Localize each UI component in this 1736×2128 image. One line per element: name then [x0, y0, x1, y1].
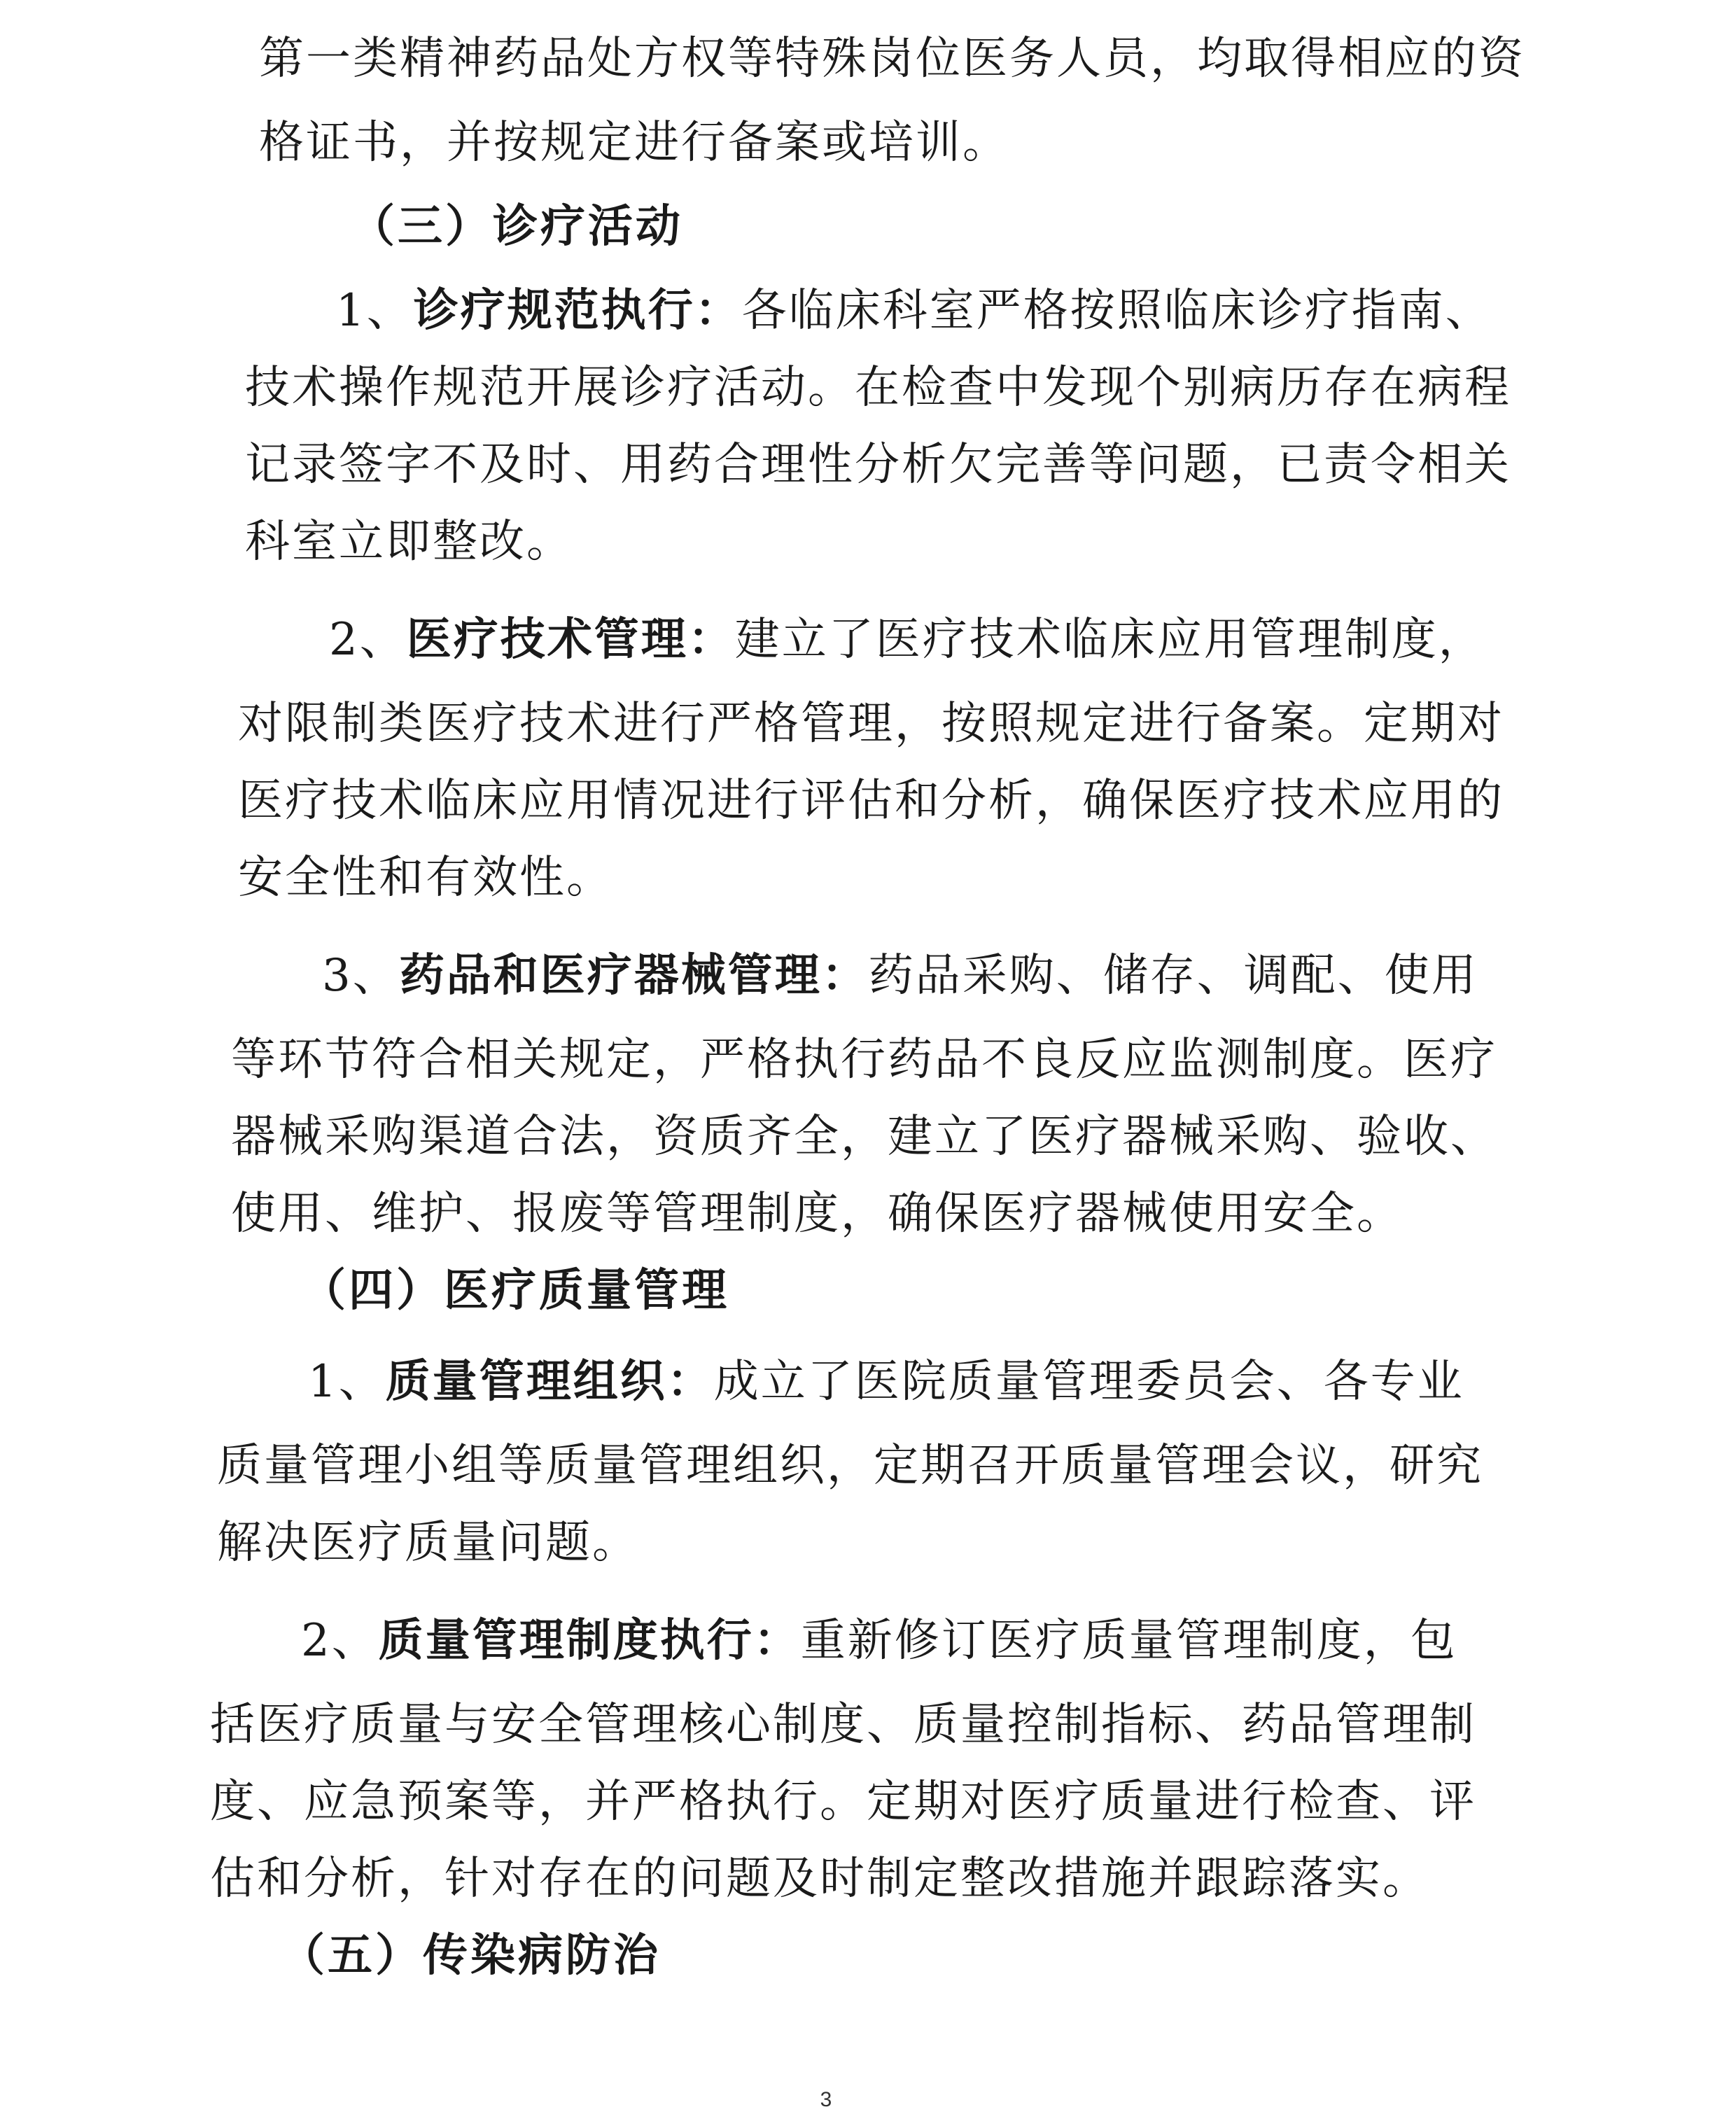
item-text: 建立了医疗技术临床应用管理制度， — [734, 614, 1485, 666]
body-line: 安全性和有效性。 — [238, 852, 613, 904]
item-text: 药品采购、储存、调配、使用 — [868, 950, 1478, 1002]
paragraph-first-line — [329, 612, 1485, 668]
body-line: 解决医疗质量问题。 — [217, 1517, 639, 1569]
item-title: 诊疗规范执行： — [413, 284, 742, 337]
item-number: 2、 — [301, 1615, 379, 1667]
section-heading-4: （四）医疗质量管理 — [301, 1264, 729, 1317]
item-number: 1、 — [336, 285, 414, 337]
item-text: 重新修订医疗质量管理制度，包 — [800, 1615, 1457, 1667]
item-text: 各临床科室严格按照临床诊疗指南、 — [741, 285, 1492, 337]
section-heading-5: （五）传染病防治 — [280, 1929, 661, 1982]
item-title: 医疗技术管理： — [406, 613, 735, 666]
item-title: 药品和医疗器械管理： — [399, 949, 869, 1002]
item-title: 质量管理制度执行： — [378, 1614, 801, 1667]
item-number: 3、 — [322, 950, 400, 1002]
paragraph-first-line — [322, 948, 1478, 1004]
body-line: 格证书，并按规定进行备案或培训。 — [259, 117, 1009, 169]
body-line: 估和分析，针对存在的问题及时制定整改措施并跟踪落实。 — [210, 1853, 1429, 1905]
body-line: 对限制类医疗技术进行严格管理，按照规定进行备案。定期对 — [238, 698, 1504, 750]
paragraph-first-line — [336, 283, 1492, 339]
item-number: 1、 — [308, 1356, 386, 1408]
item-title: 质量管理组织： — [385, 1355, 714, 1408]
page-number: 3 — [820, 2088, 832, 2111]
section-heading-3: （三）诊疗活动 — [350, 200, 683, 253]
paragraph-first-line — [301, 1613, 1457, 1669]
item-text: 成立了医院质量管理委员会、各专业 — [713, 1356, 1464, 1408]
body-line: 括医疗质量与安全管理核心制度、质量控制指标、药品管理制 — [210, 1699, 1476, 1751]
body-line: 器械采购渠道合法，资质齐全，建立了医疗器械采购、验收、 — [231, 1111, 1497, 1163]
paragraph-first-line — [308, 1354, 1464, 1410]
body-line: 技术操作规范开展诊疗活动。在检查中发现个别病历存在病程 — [245, 362, 1511, 414]
body-line: 等环节符合相关规定，严格执行药品不良反应监测制度。医疗 — [231, 1034, 1497, 1086]
body-line: 科室立即整改。 — [245, 516, 573, 568]
body-line: 质量管理小组等质量管理组织，定期召开质量管理会议，研究 — [217, 1440, 1483, 1492]
body-line: 医疗技术临床应用情况进行评估和分析，确保医疗技术应用的 — [238, 775, 1504, 827]
body-line: 记录签字不及时、用药合理性分析欠完善等问题，已责令相关 — [245, 439, 1511, 491]
item-number: 2、 — [329, 614, 407, 666]
body-line: 使用、维护、报废等管理制度，确保医疗器械使用安全。 — [231, 1188, 1404, 1240]
body-line: 度、应急预案等，并严格执行。定期对医疗质量进行检查、评 — [210, 1776, 1476, 1828]
body-line: 第一类精神药品处方权等特殊岗位医务人员，均取得相应的资 — [259, 33, 1525, 85]
